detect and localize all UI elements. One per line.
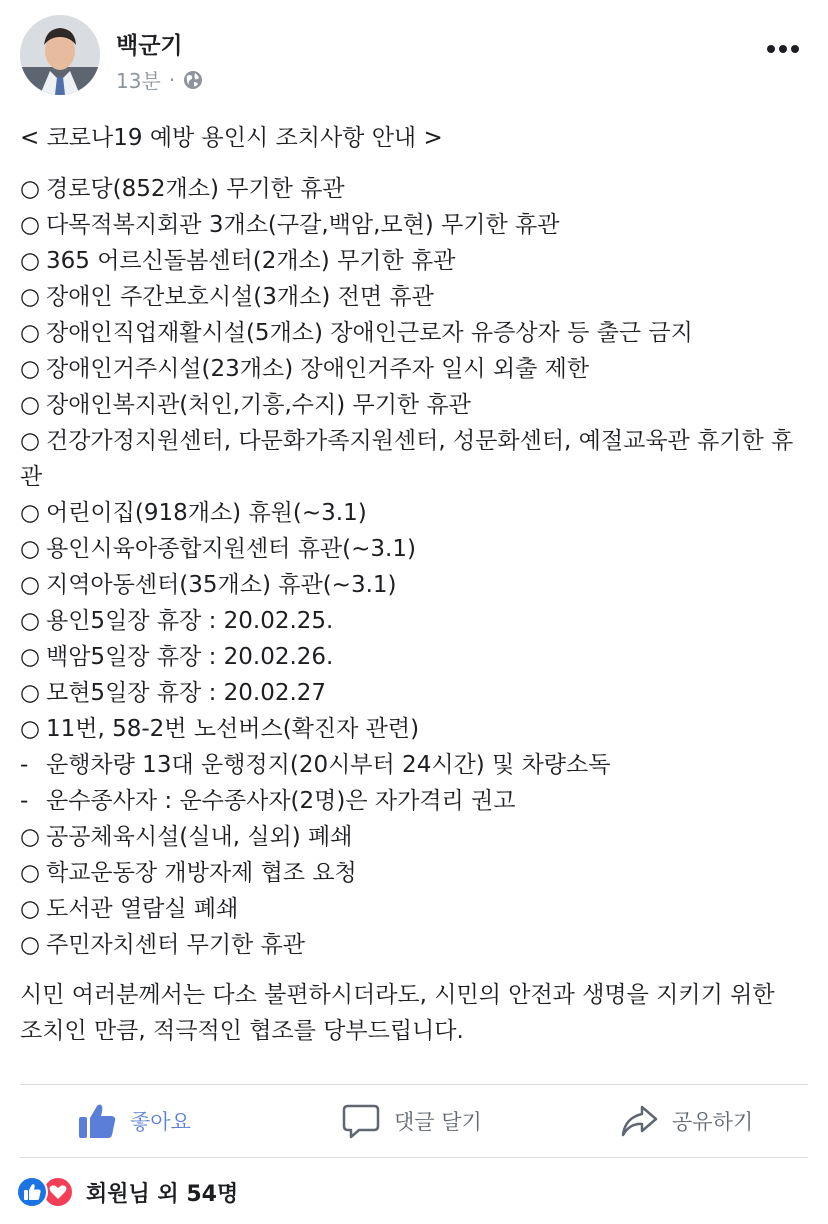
list-bullet: ○ [20,680,41,706]
post-title: < 코로나19 예방 용인시 조치사항 안내 > [20,125,443,151]
list-item [20,315,810,351]
list-item [20,171,810,207]
list-item-text: 주민자치센터 무기한 휴관 [46,932,306,958]
list-bullet: ○ [20,356,41,382]
list-item [20,351,810,387]
list-item-text: 장애인복지관(처인,기흥,수지) 무기한 휴관 [46,392,471,418]
list-item-text: 용인시육아종합지원센터 휴관(~3.1) [46,536,416,562]
list-item [20,603,810,639]
list-item [20,819,810,855]
list-item-text: 다목적복지회관 3개소(구갈,백암,모현) 무기한 휴관 [46,212,560,238]
closing-message: 시민 여러분께서는 다소 불편하시더라도, 시민의 안전과 생명을 지키기 위한 조치인 만큼, 적극적인 협조를 당부드립니다. [20,982,775,1044]
list-item-text: 11번, 58-2번 노선버스(확진자 관련) [46,716,420,742]
list-bullet: - [20,788,29,814]
share-button[interactable] [620,1085,753,1157]
list-bullet: ○ [20,572,41,598]
list-bullet: ○ [20,824,41,850]
list-item [20,387,810,423]
list-bullet: ○ [20,896,41,922]
list-item-text: 지역아동센터(35개소) 휴관(~3.1) [46,572,397,598]
list-bullet: - [20,752,29,778]
list-item [20,423,810,495]
avatar-photo [20,15,100,95]
list-item [20,927,810,963]
list-item-text: 용인5일장 휴장 : 20.02.25. [46,608,334,634]
globe-icon[interactable] [183,70,203,90]
list-bullet: ○ [20,248,41,274]
list-bullet: ○ [20,428,41,454]
list-bullet: ○ [20,392,41,418]
list-item [20,711,810,747]
list-item [20,675,810,711]
author-avatar[interactable] [20,15,100,95]
list-item-text: 운행차량 13대 운행정지(20시부터 24시간) 및 차량소독 [46,752,611,778]
divider [20,1157,808,1158]
list-item [20,639,810,675]
list-bullet: ○ [20,212,41,238]
list-bullet: ○ [20,500,41,526]
list-item-text: 어린이집(918개소) 휴원(~3.1) [46,500,367,526]
share-icon [620,1103,658,1139]
like-reaction-icon [16,1176,48,1208]
list-item-text: 학교운동장 개방자제 협조 요청 [46,860,357,886]
list-item [20,567,810,603]
author-name[interactable]: 백군기 [116,33,183,59]
list-item [20,207,810,243]
post-time[interactable]: 13분 [116,69,161,93]
list-item [20,279,810,315]
post-header [20,15,810,99]
list-bullet: ○ [20,284,41,310]
list-item [20,243,810,279]
list-item-text: 운수종사자 : 운수종사자(2명)은 자가격리 권고 [46,788,516,814]
list-item-text: 공공체육시설(실내, 실외) 폐쇄 [46,824,353,850]
reaction-count-text: 회원님 외 54명 [86,1181,239,1207]
comment-icon [342,1103,380,1139]
like-label: 좋아요 [130,1110,191,1134]
list-item [20,855,810,891]
like-button[interactable] [78,1085,191,1157]
list-item-text: 백암5일장 휴장 : 20.02.26. [46,644,334,670]
list-bullet: ○ [20,644,41,670]
list-item [20,891,810,927]
list-item [20,783,810,819]
list-item-text: 365 어르신돌봄센터(2개소) 무기한 휴관 [46,248,456,274]
list-bullet: ○ [20,536,41,562]
comment-label: 댓글 달기 [394,1110,482,1134]
meta-separator: · [168,67,176,92]
comment-button[interactable] [342,1085,482,1157]
list-item [20,495,810,531]
post-body [20,120,810,1049]
notice-list [20,171,810,963]
more-options-icon[interactable] [766,43,800,55]
list-item-text: 장애인직업재활시설(5개소) 장애인근로자 유증상자 등 출근 금지 [46,320,693,346]
action-bar [20,1085,808,1157]
thumbs-up-icon [78,1103,116,1139]
list-bullet: ○ [20,860,41,886]
list-bullet: ○ [20,176,41,202]
list-item [20,747,810,783]
list-item-text: 도서관 열람실 폐쇄 [46,896,239,922]
share-label: 공유하기 [672,1110,754,1134]
list-item-text: 건강가정지원센터, 다문화가족지원센터, 성문화센터, 예절교육관 휴기한 휴관 [20,428,794,490]
list-item-text: 모현5일장 휴장 : 20.02.27 [46,680,327,706]
list-bullet: ○ [20,716,41,742]
list-item-text: 장애인 주간보호시설(3개소) 전면 휴관 [46,284,434,310]
list-bullet: ○ [20,320,41,346]
list-bullet: ○ [20,932,41,958]
list-item-text: 장애인거주시설(23개소) 장애인거주자 일시 외출 제한 [46,356,590,382]
post-meta [116,65,203,94]
reaction-summary[interactable] [16,1172,238,1212]
list-bullet: ○ [20,608,41,634]
list-item-text: 경로당(852개소) 무기한 휴관 [46,176,345,202]
list-item [20,531,810,567]
